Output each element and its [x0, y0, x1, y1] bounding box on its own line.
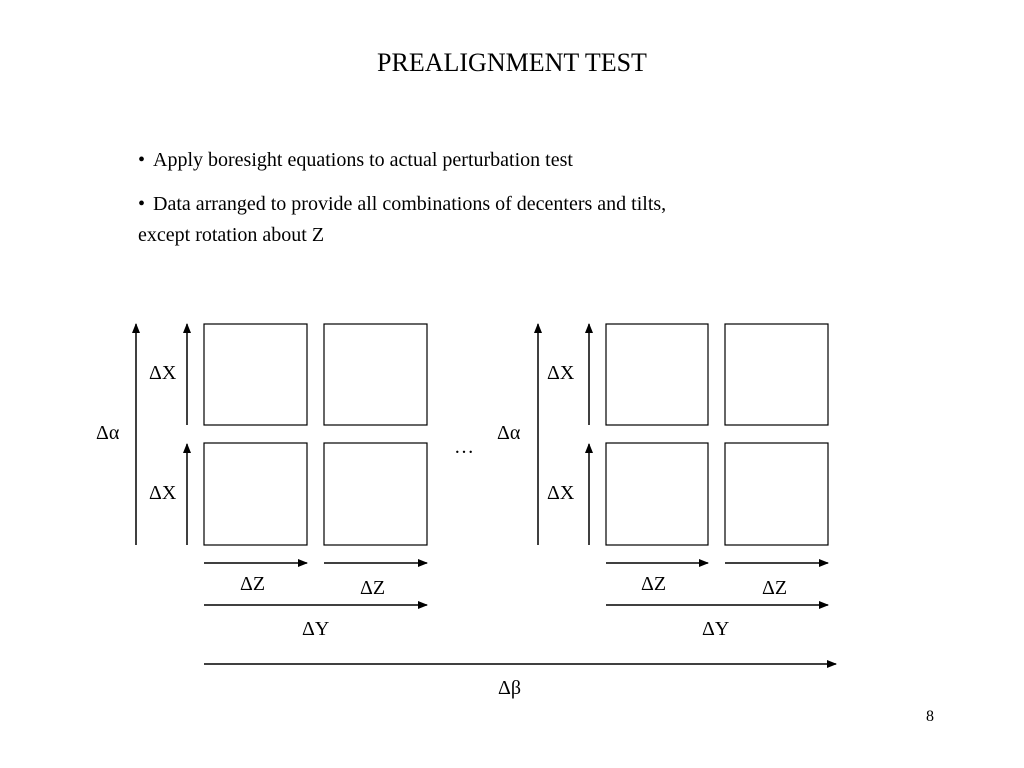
page-number: 8 — [926, 708, 934, 725]
delta-z-label: ΔZ — [360, 577, 386, 599]
grid-cell — [606, 443, 708, 545]
delta-alpha-label: Δα — [497, 422, 521, 444]
grid-cell — [606, 324, 708, 425]
grid-cell — [324, 443, 427, 545]
ellipsis-label: … — [454, 436, 474, 458]
delta-z-label: ΔZ — [762, 577, 788, 599]
bullet-dot: • — [138, 193, 146, 215]
delta-x-label: ΔX — [547, 482, 575, 504]
delta-z-label: ΔZ — [641, 573, 667, 595]
bullet-dot: • — [138, 149, 146, 171]
grid-cell — [204, 324, 307, 425]
grid-cell — [324, 324, 427, 425]
delta-y-label: ΔY — [302, 618, 330, 640]
delta-alpha-label: Δα — [96, 422, 120, 444]
delta-y-label: ΔY — [702, 618, 730, 640]
bullet-text: Data arranged to provide all combinations of decenters and tilts, — [153, 193, 667, 215]
delta-x-label: ΔX — [149, 362, 177, 384]
grid-cell — [725, 324, 828, 425]
bullet-text: Apply boresight equations to actual perturbation test — [153, 149, 573, 171]
bullet-text-continuation: except rotation about Z — [138, 224, 325, 246]
grid-cell — [725, 443, 828, 545]
slide-title: PREALIGNMENT TEST — [377, 48, 647, 77]
grid-cell — [204, 443, 307, 545]
delta-z-label: ΔZ — [240, 573, 266, 595]
delta-x-label: ΔX — [547, 362, 575, 384]
delta-beta-label: Δβ — [498, 677, 522, 699]
delta-x-label: ΔX — [149, 482, 177, 504]
